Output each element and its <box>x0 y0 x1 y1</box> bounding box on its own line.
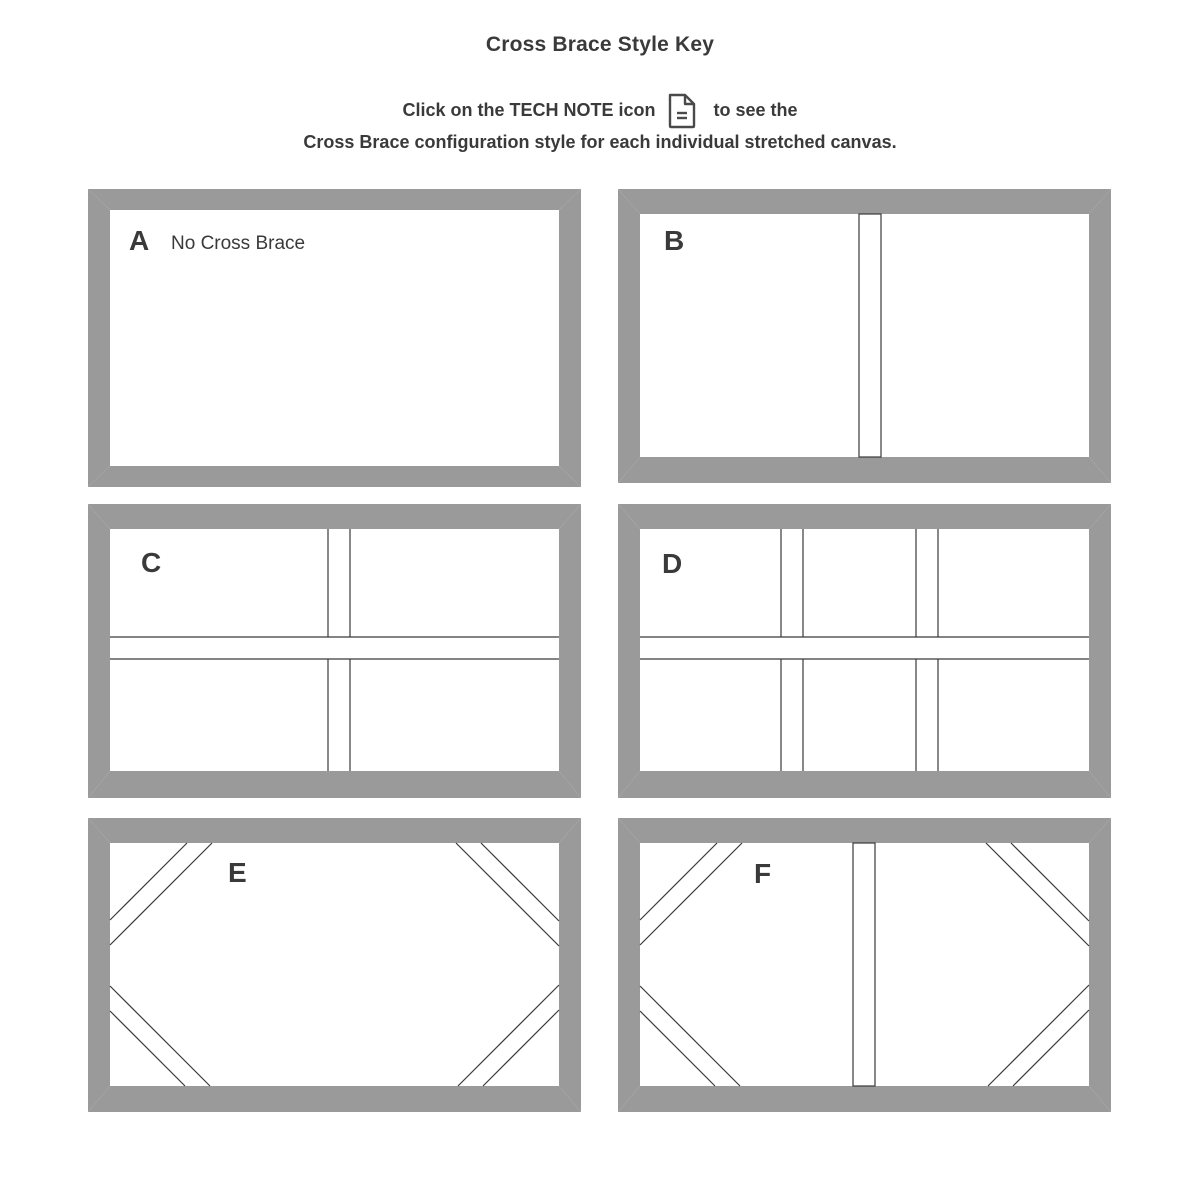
panel-e-frame-diagram <box>88 818 581 1112</box>
panel-a-label: A <box>129 225 150 256</box>
panel-b-frame-diagram <box>618 189 1111 483</box>
panel-e-corner-diagonal-braces <box>88 818 581 1112</box>
panel-f-corner-diagonals-with-vertical <box>618 818 1111 1112</box>
instruction-text-after-icon: to see the <box>713 100 798 120</box>
panel-c-cross-brace <box>88 504 581 798</box>
panel-a-description: No Cross Brace <box>171 233 306 254</box>
panel-d-double-cross-brace <box>618 504 1111 798</box>
panel-b-single-vertical-brace <box>618 189 1111 483</box>
instruction-text-before-icon: Click on the TECH NOTE icon <box>402 100 656 120</box>
instruction-line-2: Cross Brace configuration style for each individual stretched canvas. <box>303 132 897 152</box>
panel-c-label: C <box>141 547 162 578</box>
panel-d-label: D <box>662 548 683 579</box>
panel-b-label: B <box>664 225 685 256</box>
panel-f-frame-diagram <box>618 818 1111 1112</box>
instruction-line-1 <box>0 100 1200 121</box>
tech-note-document-icon <box>666 93 698 129</box>
panel-d-frame-diagram <box>618 504 1111 798</box>
page-title: Cross Brace Style Key <box>485 33 715 56</box>
panel-f-label: F <box>754 858 772 889</box>
panel-e-label: E <box>228 857 247 888</box>
panel-a-frame-diagram <box>88 189 581 487</box>
panel-a-no-cross-brace <box>88 189 581 487</box>
panel-c-frame-diagram <box>88 504 581 798</box>
